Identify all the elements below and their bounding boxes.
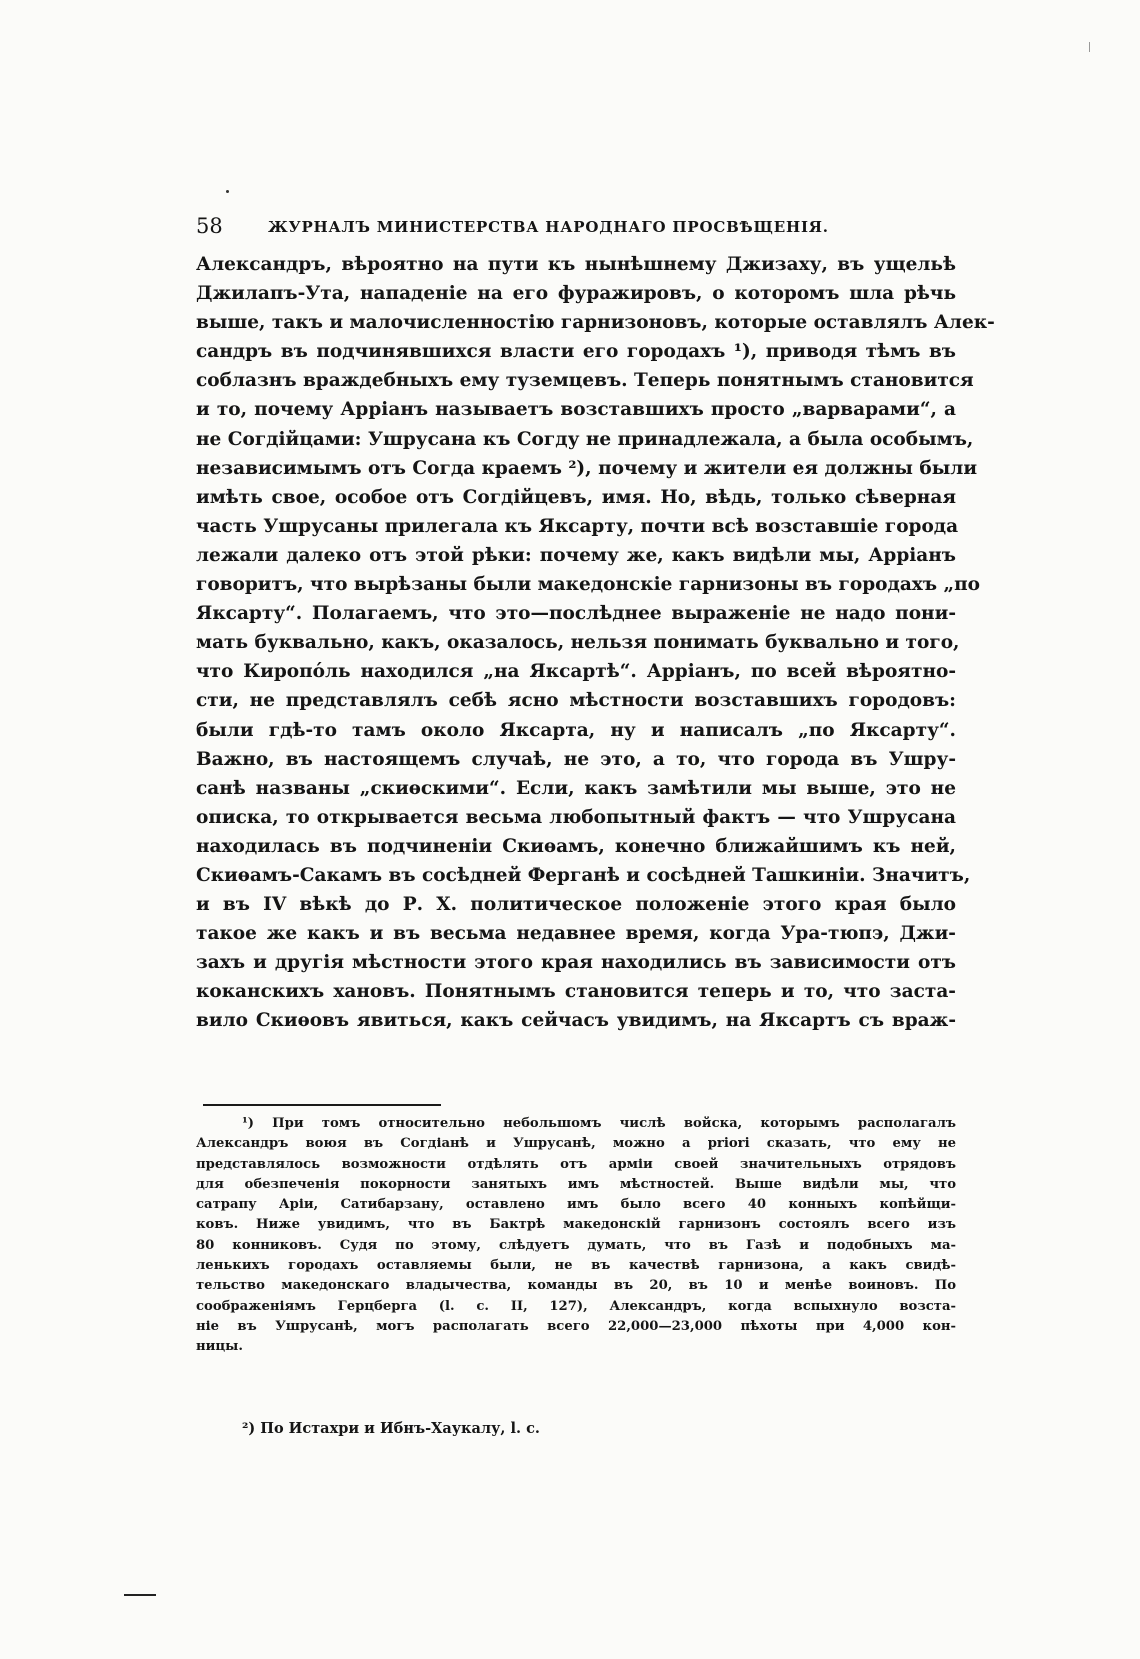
text-line: соблазнъ враждебныхъ ему туземцевъ. Теперь понятнымъ становится (196, 370, 974, 392)
text-line: Александръ, вѣроятно на пути къ нынѣшнему Джизаху, въ ущельѣ (196, 254, 956, 275)
text-line: говоритъ, что вырѣзаны были македонскіе гарнизоны въ городахъ „по (196, 574, 980, 596)
footnote-separator (203, 1104, 441, 1106)
text-line: были гдѣ-то тамъ около Яксарта, ну и написалъ „по Яксарту“. (196, 719, 956, 741)
margin-dash (124, 1594, 156, 1596)
footnote-1 (196, 1114, 956, 1358)
text-line: находилась въ подчиненіи Скиѳамъ, конечно ближайшимъ къ ней, (196, 835, 956, 857)
footnote-line: 80 конниковъ. Судя по этому, слѣдуетъ думать, что въ Газѣ и подобныхъ ма- (196, 1237, 956, 1253)
footnote-line: ковъ. Ниже увидимъ, что въ Бактрѣ македонскій гарнизонъ состоялъ всего изъ (196, 1217, 956, 1233)
footnote-line: ницы. (196, 1339, 243, 1355)
page-number: 58 (196, 214, 223, 238)
ink-speck (226, 190, 229, 193)
scan-edge-mark (1089, 42, 1090, 52)
text-line: Яксарту“. Полагаемъ, что это—послѣднее выраженіе не надо пони- (196, 603, 956, 625)
text-line: коканскихъ хановъ. Понятнымъ становится теперь и то, что заста- (196, 981, 956, 1003)
text-line: что Киропόль находился „на Яксартѣ“. Арріанъ, по всей вѣроятно- (196, 661, 956, 683)
text-line: такое же какъ и въ весьма недавнее время, когда Ура-тюпэ, Джи- (196, 923, 956, 945)
text-line: и въ IV вѣкѣ до Р. Х. политическое положеніе этого края было (196, 894, 956, 916)
text-line: мать буквально, какъ, оказалось, нельзя понимать буквально и того, (196, 632, 960, 654)
text-line: описка, то открывается весьма любопытный фактъ — что Ушрусана (196, 806, 956, 828)
running-header (196, 214, 958, 238)
main-text (196, 250, 995, 1036)
text-line: Джилапъ-Ута, нападеніе на его фуражировъ, о которомъ шла рѣчь (196, 283, 956, 305)
footnote-line: соображеніямъ Герцберга (l. c. II, 127), Александръ, когда вспыхнуло возста- (196, 1298, 956, 1314)
text-line: имѣть свое, особое отъ Согдійцевъ, имя. Но, вѣдь, только сѣверная (196, 486, 956, 508)
text-line: не Согдійцами: Ушрусана къ Согду не принадлежала, а была особымъ, (196, 428, 974, 450)
footnote-line: сатрапу Аріи, Сатибарзану, оставлено имъ было всего 40 конныхъ копѣйщи- (196, 1197, 956, 1213)
text-line: санѣ названы „скиѳскими“. Если, какъ замѣтили мы выше, это не (196, 777, 956, 799)
footnote-line: тельство македонскаго владычества, команды въ 20, въ 10 и менѣе воиновъ. По (196, 1278, 956, 1294)
text-line: лежали далеко отъ этой рѣки: почему же, какъ видѣли мы, Арріанъ (196, 544, 956, 566)
footnote-line: Александръ воюя въ Согдіанѣ и Ушрусанѣ, можно a priori сказать, что ему не (196, 1136, 956, 1152)
text-line: выше, такъ и малочисленностію гарнизоновъ, которые оставлялъ Алек- (196, 312, 995, 334)
text-line: и то, почему Арріанъ называетъ возставшихъ просто „варварами“, а (196, 399, 956, 421)
text-line: часть Ушрусаны прилегала къ Яксарту, почти всѣ возставшіе города (196, 515, 959, 537)
text-line: захъ и другія мѣстности этого края находились въ зависимости отъ (196, 952, 956, 974)
footnote-line: ленькихъ городахъ оставляемы были, не въ качествѣ гарнизона, а какъ свидѣ- (196, 1258, 956, 1274)
text-line: Важно, въ настоящемъ случаѣ, не это, а то, что города въ Ушру- (196, 748, 956, 770)
footnote-line: ¹) При томъ относительно небольшомъ числѣ войска, которымъ располагалъ (242, 1116, 956, 1131)
footnote-2: ²) По Истахри и Ибнъ-Хаукалу, l. c. (242, 1420, 540, 1437)
text-line: независимымъ отъ Согда краемъ ²), почему и жители ея должны были (196, 457, 978, 479)
text-line: вило Скиѳовъ явиться, какъ сейчасъ увидимъ, на Яксартъ съ враж- (196, 1010, 956, 1032)
running-title: ЖУРНАЛЪ МИНИСТЕРСТВА НАРОДНАГО ПРОСВѢЩЕНІЯ. (268, 218, 829, 236)
footnote-line: для обезпеченія покорности занятыхъ имъ мѣстностей. Выше видѣли мы, что (196, 1176, 956, 1192)
text-line: Скиѳамъ-Сакамъ въ сосѣдней Ферганѣ и сосѣдней Ташкиніи. Значитъ, (196, 864, 971, 886)
footnote-line: ніе въ Ушрусанѣ, могъ располагать всего 22,000—23,000 пѣхоты при 4,000 кон- (196, 1318, 956, 1334)
footnote-line: представлялось возможности отдѣлять отъ арміи своей значительныхъ отрядовъ (196, 1156, 956, 1172)
text-line: сти, не представлялъ себѣ ясно мѣстности возставшихъ городовъ: (196, 690, 956, 712)
text-line: сандръ въ подчинявшихся власти его городахъ ¹), приводя тѣмъ въ (196, 341, 956, 363)
